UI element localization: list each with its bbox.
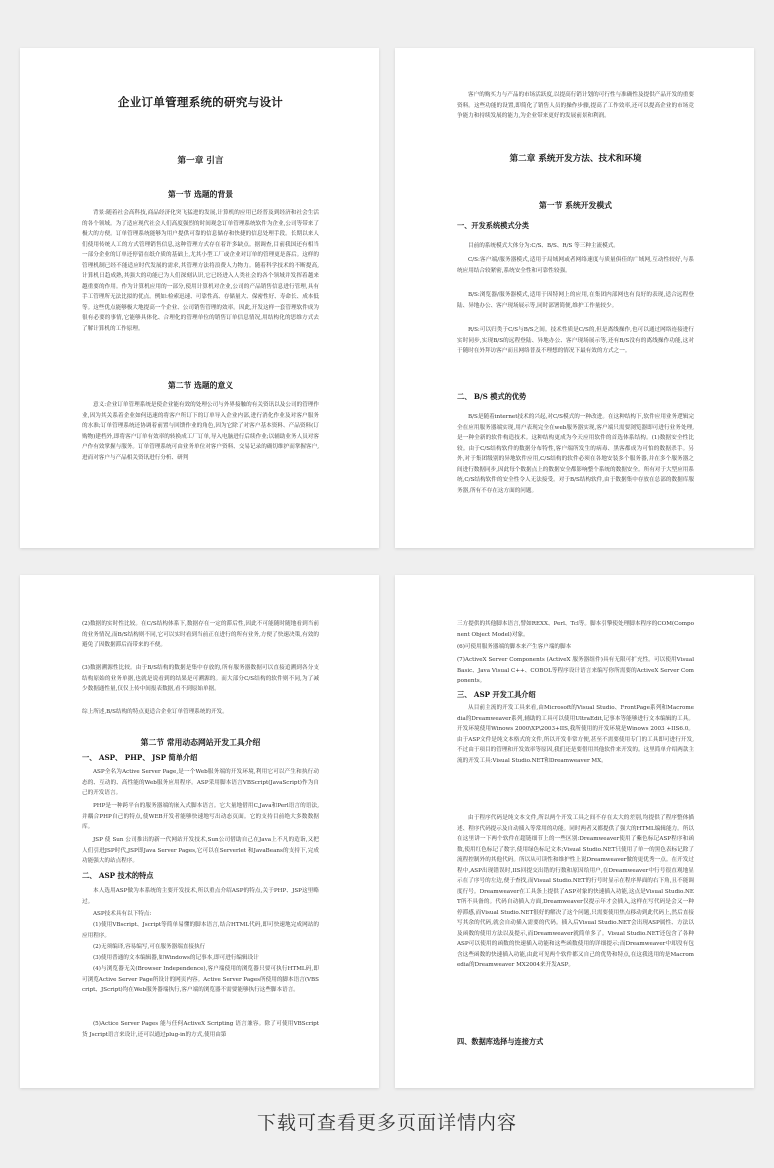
- subsection-heading: 二、 B/S 模式的优势: [457, 392, 527, 401]
- section-heading: 第二节 常用动态网站开发工具介绍: [140, 738, 261, 747]
- paragraph: 综上所述,B/S结构的特点更适合企业订单管理系统的开发。: [82, 709, 228, 715]
- document-page-2: [395, 48, 754, 548]
- chapter-heading: 第二章 系统开发方法、技术和环境: [509, 154, 642, 164]
- subsection-heading: 四、数据库选择与连接方式: [457, 1037, 544, 1046]
- paragraph: ASP全名为Active Server Page,是一个Web服务端的开发环境,利用它可以产生和执行动态的、互动的、高性能的Web服务应用程序。ASP采用脚本语言VBScript(JavaScript)作为自己的开发语言。: [82, 769, 319, 796]
- paragraph: 背景:随着社会高科技,商品经济化突飞猛进的发展,计算机的应用已经普及到经济和社会生活的各个领域。为了适应现代社会人们高度强烈的时间观念订单管理系统软件为企业,公司等带来了极大的方便。订单管理系统能够为用户提供可靠的信息储存和快捷的信息处理手段。长期以来人们使用传统人工的方式管理销售信息,这种管理方式存在着许多缺点。据调查,目前我国还有相当一部分企业的订单还停留在纸介质的基础上,尤其小型工厂或企业对订单的管理更是落后。这样的管理机制已经不能适应时代发展的需求,其管理方法将浪费人力物力。随着科学技术的不断提高,计算机日趋成熟,其强大的功能已为人们深刻认识,它已经进入人类社会的各个领域并发挥着越来越重要的作用。作为计算机应用的一部分,使用计算机对企业,公司的产品销售信息进行管理,具有手工管理所无法比拟的优点。例如:检索迅速、可靠性高、存储量大、保密性好、寿命长、成本低等。这些优点能够极大地提高一个企业、公司销售管理的效率。因此,开发这样一套管理软件成为很有必要的事情,它能够具体化、合理化的管理单位的销售订单信息情况,用结构化的思维方式去了解计算机的工作原理。: [82, 210, 319, 332]
- paragraph: (3)使用普通的文本编辑器,如Windows的记事本,即可进行编辑设计: [93, 955, 259, 961]
- subsection-heading: 二、 ASP 技术的特点: [82, 871, 154, 880]
- paragraph: 目前的系统模式大体分为:C/S、B/S、R/S 等三种主流模式。: [468, 243, 619, 249]
- paragraph: (2)数据的实时性比较。在C/S结构体系下,数据存在一定的滞后性,因此不可能随时随地看到当前的业务情况,而B/S结构则不同,它可以实时看到当前正在进行的所有业务,方便了快速决策,有效的避免了因数据滞后而带来的不便。: [82, 621, 319, 648]
- paragraph: R/S:可以归类于C/S与B/S之间。技术性质是C/S的,但是离线操作,也可以通过网络连接进行实时同步,实现B/S的远程登陆、异地办公、客户现场展示等,还有B/S没有的离线操作功能,这对于随时在外拜访客户而且网络普及不理想的情况下最有效的方式之一。: [457, 327, 694, 354]
- paragraph: 从目前主流的开发工具来看,由Microsoft的Visual Studio、FrontPage系列和Macromedia的Dreamweaver系列,辅助的工具可以使用UltraEdit,记事本等能够进行文本编辑的工具。开发环境使用Winows 2000\XP\2003+IIS,我所使用的开发环境是Winows 2003 +IIS6.0。由于ASP文件是纯文本格式的文件,所以开发非常方便,甚至不需要使用专门的工具即可进行开发,不过由于项目的管理和开发效率等原因,我们还是要借用其他软件来开发的。这里简单介绍两款主流的开发工具:Visual Studio.NET和Dreamweaver MX。: [457, 705, 694, 764]
- paragraph: B/S是随着internet技术的兴起,对C/S模式的一种改进。在这种结构下,软件应用业务逻辑完全在应用服务器端实现,用户表现完全在web服务器实现,客户端只需要浏览器即可进行业务处理,是一种全新的软件构造技术。这种结构更成为今天应用软件的首选体系结构。(1)数据安全性比较。由于C/S结构软件的数据分布特性,客户端所发生的病毒、黑客都成为可怕的数据杀手。另外,对于集团级别的异地软件应用,C/S结构的软件必须在各地安装多个服务器,并在多个服务器之间进行数据同步,因此每个数据点上的数据安全都影响整个系统的数据安全。所有对于大型应用系统,C/S结构软件的安全性令人无法接受。对于B/S结构软件,由于数据集中存放在总部的数据库服务器,所有不存在这方面的问题。: [457, 414, 694, 494]
- document-page-1: [20, 48, 379, 548]
- subsection-heading: 一、开发系统模式分类: [457, 221, 529, 230]
- paragraph: (7)ActiveX Server Components (ActiveX 服务器组件)具有无限可扩充性。可以使用Visual Basic、Java Visual C++、COBOL等程序设计语言来编写你所需要的ActiveX Server Components。: [457, 657, 694, 684]
- section-heading: 第二节 选题的意义: [167, 381, 234, 390]
- paragraph: (4)与浏览器无关(Browser Independence),客户端使用的浏览器只要可执行HTML码,即可浏览Active Server Page所设计的网页内容。Active Server Pages所使用的脚本语言(VBScript、JScript)均在Web服务器端执行,客户端的浏览器不需要能够执行这些脚本语言。: [82, 966, 319, 993]
- chapter-heading: 第一章 引言: [177, 156, 224, 166]
- subsection-heading: 一、 ASP、 PHP、 JSP 简单介绍: [82, 753, 198, 762]
- paragraph: B/S:浏览器/服务器模式,适用于因特网上的应用,在集团内部网也有良好的表现,适合远程登陆、异地办公、客户现场展示等,同时部署简便,维护工作量较少。: [457, 292, 694, 309]
- document-title: 企业订单管理系统的研究与设计: [117, 95, 284, 109]
- section-heading: 第一节 选题的背景: [167, 190, 234, 199]
- paragraph: (1)使用VBscript、Jscript等简单易懂的脚本语言,结合HTML代码,即可快速地完成网站的应用程序。: [82, 922, 319, 939]
- paragraph: (2)无须编译,容易编写,可在服务器端直接执行: [93, 944, 206, 950]
- download-prompt-text: 下载可查看更多页面详情内容: [256, 1112, 517, 1134]
- paragraph: ASP技术具有以下特点:: [93, 911, 152, 917]
- paragraph: (6)可使用服务器端的脚本来产生客户端的脚本: [457, 644, 572, 650]
- paragraph: 客户的购买力与产品的市场活跃度,以提高行销计划的可行性与准确性及提供产品开发的重要资料。这些功能的设置,即简化了销售人员的操作步骤,提高了工作效率,还可以提高企业的市场竞争能力和持续发展的能力,为企业带来更好的发展前景和利润。: [457, 92, 694, 119]
- paragraph: JSP 使 Sun 公司推出的新一代网站开发技术,Sun公司借助自己在Java上不凡的造诣,又把人们引进JSP时代,JSP即Java Server Pages,它可以在Serverlet 和JavaBeans的支持下,完成功能强大的站点程序。: [82, 837, 319, 864]
- document-page-3: [20, 575, 379, 1088]
- paragraph: PHP是一种跨平台的服务器端的嵌入式脚本语言。它大量地借用C,Java和Perl语言的语法,并耦合PHP自己的特点,使WEB开发者能够快速地写出动态页面。它的支持目前绝大多数数据库。: [82, 803, 319, 830]
- paragraph: 三方提供的其他脚本语言,譬如REXX、Perl、Tcl等。脚本引擎使处理脚本程序的COM(Component Object Model)对象。: [457, 621, 694, 638]
- paragraph: 本人选用ASP做为本系统的主要开发技术,所以重点介绍ASP的特点,关于PHP、JSP这里略过。: [82, 888, 319, 905]
- paragraph: 由于程序代码是纯文本文件,所以两个开发工具之间不存在太大的差别,均提供了程序整体描述、程序代码提示及自动插入等常用的功能。同时两者又都提供了强大的HTML编辑能力。所以在这里讲一下两个软件在超链细节上的一些区别:Dreamweaver使用了紫色标记ASP程序和函数,使用红色标记了数字,使用绿色标记文本;Visual Studio.NET只使用了单一的黑色表标记除了流程控制外的其他代码。所以从可读性和维护性上说Dreamweaver做的更优秀一点。在开发过程中,ASP出现错误时,IIS回提交出错的行数和原因给用户,在Dreamweaver中行号很直观地显示在了序号的左边,便于查找,而Visual Studio.NET的行号时显示在程序界面的右下角,且不能调度行号。Dreamweaver在工具条上提供了ASP对象的快速插入功能,这点是Visual Studio.NET所不具备的。代码自动插入方面,Dreamweaver仅提示年才会插入,这样在写代码是会又一种停滞感,而Visual Studio.NET很好的解决了这个问题,只需要使用焦点移动到此代码上,然后直接写其余的代码,就会自动插入需要的代码。插入后Visual Studio.NET会出现ASP属性、方法以及函数的使用方法以及提示,而Dreamweaver就简单多了。Visual Studio.NET还包含了各种ASP可以使用的函数的快速插入功能和这些函数使用的详细提示;而Dreamweaver中却没有包含这些函数的快速插入功能,由此可见两个软件都又自己的优势和特点,在这我选用的是Macromedia的Dreamweaver MX2004来开发ASP。: [457, 815, 694, 968]
- document-page-4: [395, 575, 754, 1088]
- section-heading: 第一节 系统开发模式: [539, 201, 612, 210]
- subsection-heading: 三、 ASP 开发工具介绍: [457, 690, 536, 699]
- paragraph: (3)数据溯源性比较。由于B/S结构的数据是集中存放的,所有服务器数据可以直接追溯到各分支结构原始的业务单据,也就是说看到的结果是可溯源的。而大部分C/S结构的软件则不同,为了减少数据通性量,仅仅上传中间报表数据,看不到原始单据。: [82, 665, 319, 692]
- paragraph: 意义:企业订单管理系统是使企业能有效的处理公司与外界接触的有关资讯以及公司的管理作业,因为其关系着企业如何迅速的将客户所订下的订单导入企业内部,进行消化作业及对客户服务的水准;订单管理系统还协调着前置与回馈作业的角色,因为它除了对客户基本资料、产品资料(订购物)建档外,即将客户订单有效率的转换成工厂订单,导入电脑进行后续作业;以辅助业务人员对客户作有效掌握与服务。订单管理系统可由业务单位对客户资料、交易记录的确切维护而掌握客户,进而对客户与产品相关资讯进行分析、研判: [82, 402, 319, 461]
- paragraph: C/S:客户端/服务器模式,适用于局域网或者网络速度与质量俱佳的广域网,互动性较好,与系统应用结合较紧密,系统安全性和可靠性较强。: [457, 257, 694, 274]
- paragraph: (5)Actice Server Pages 能与任何ActiveX Scripting 语言兼容。除了可使用VBScript 货 Jscript语言来设计,还可以通过plug-in的方式,使用由第: [82, 1021, 319, 1038]
